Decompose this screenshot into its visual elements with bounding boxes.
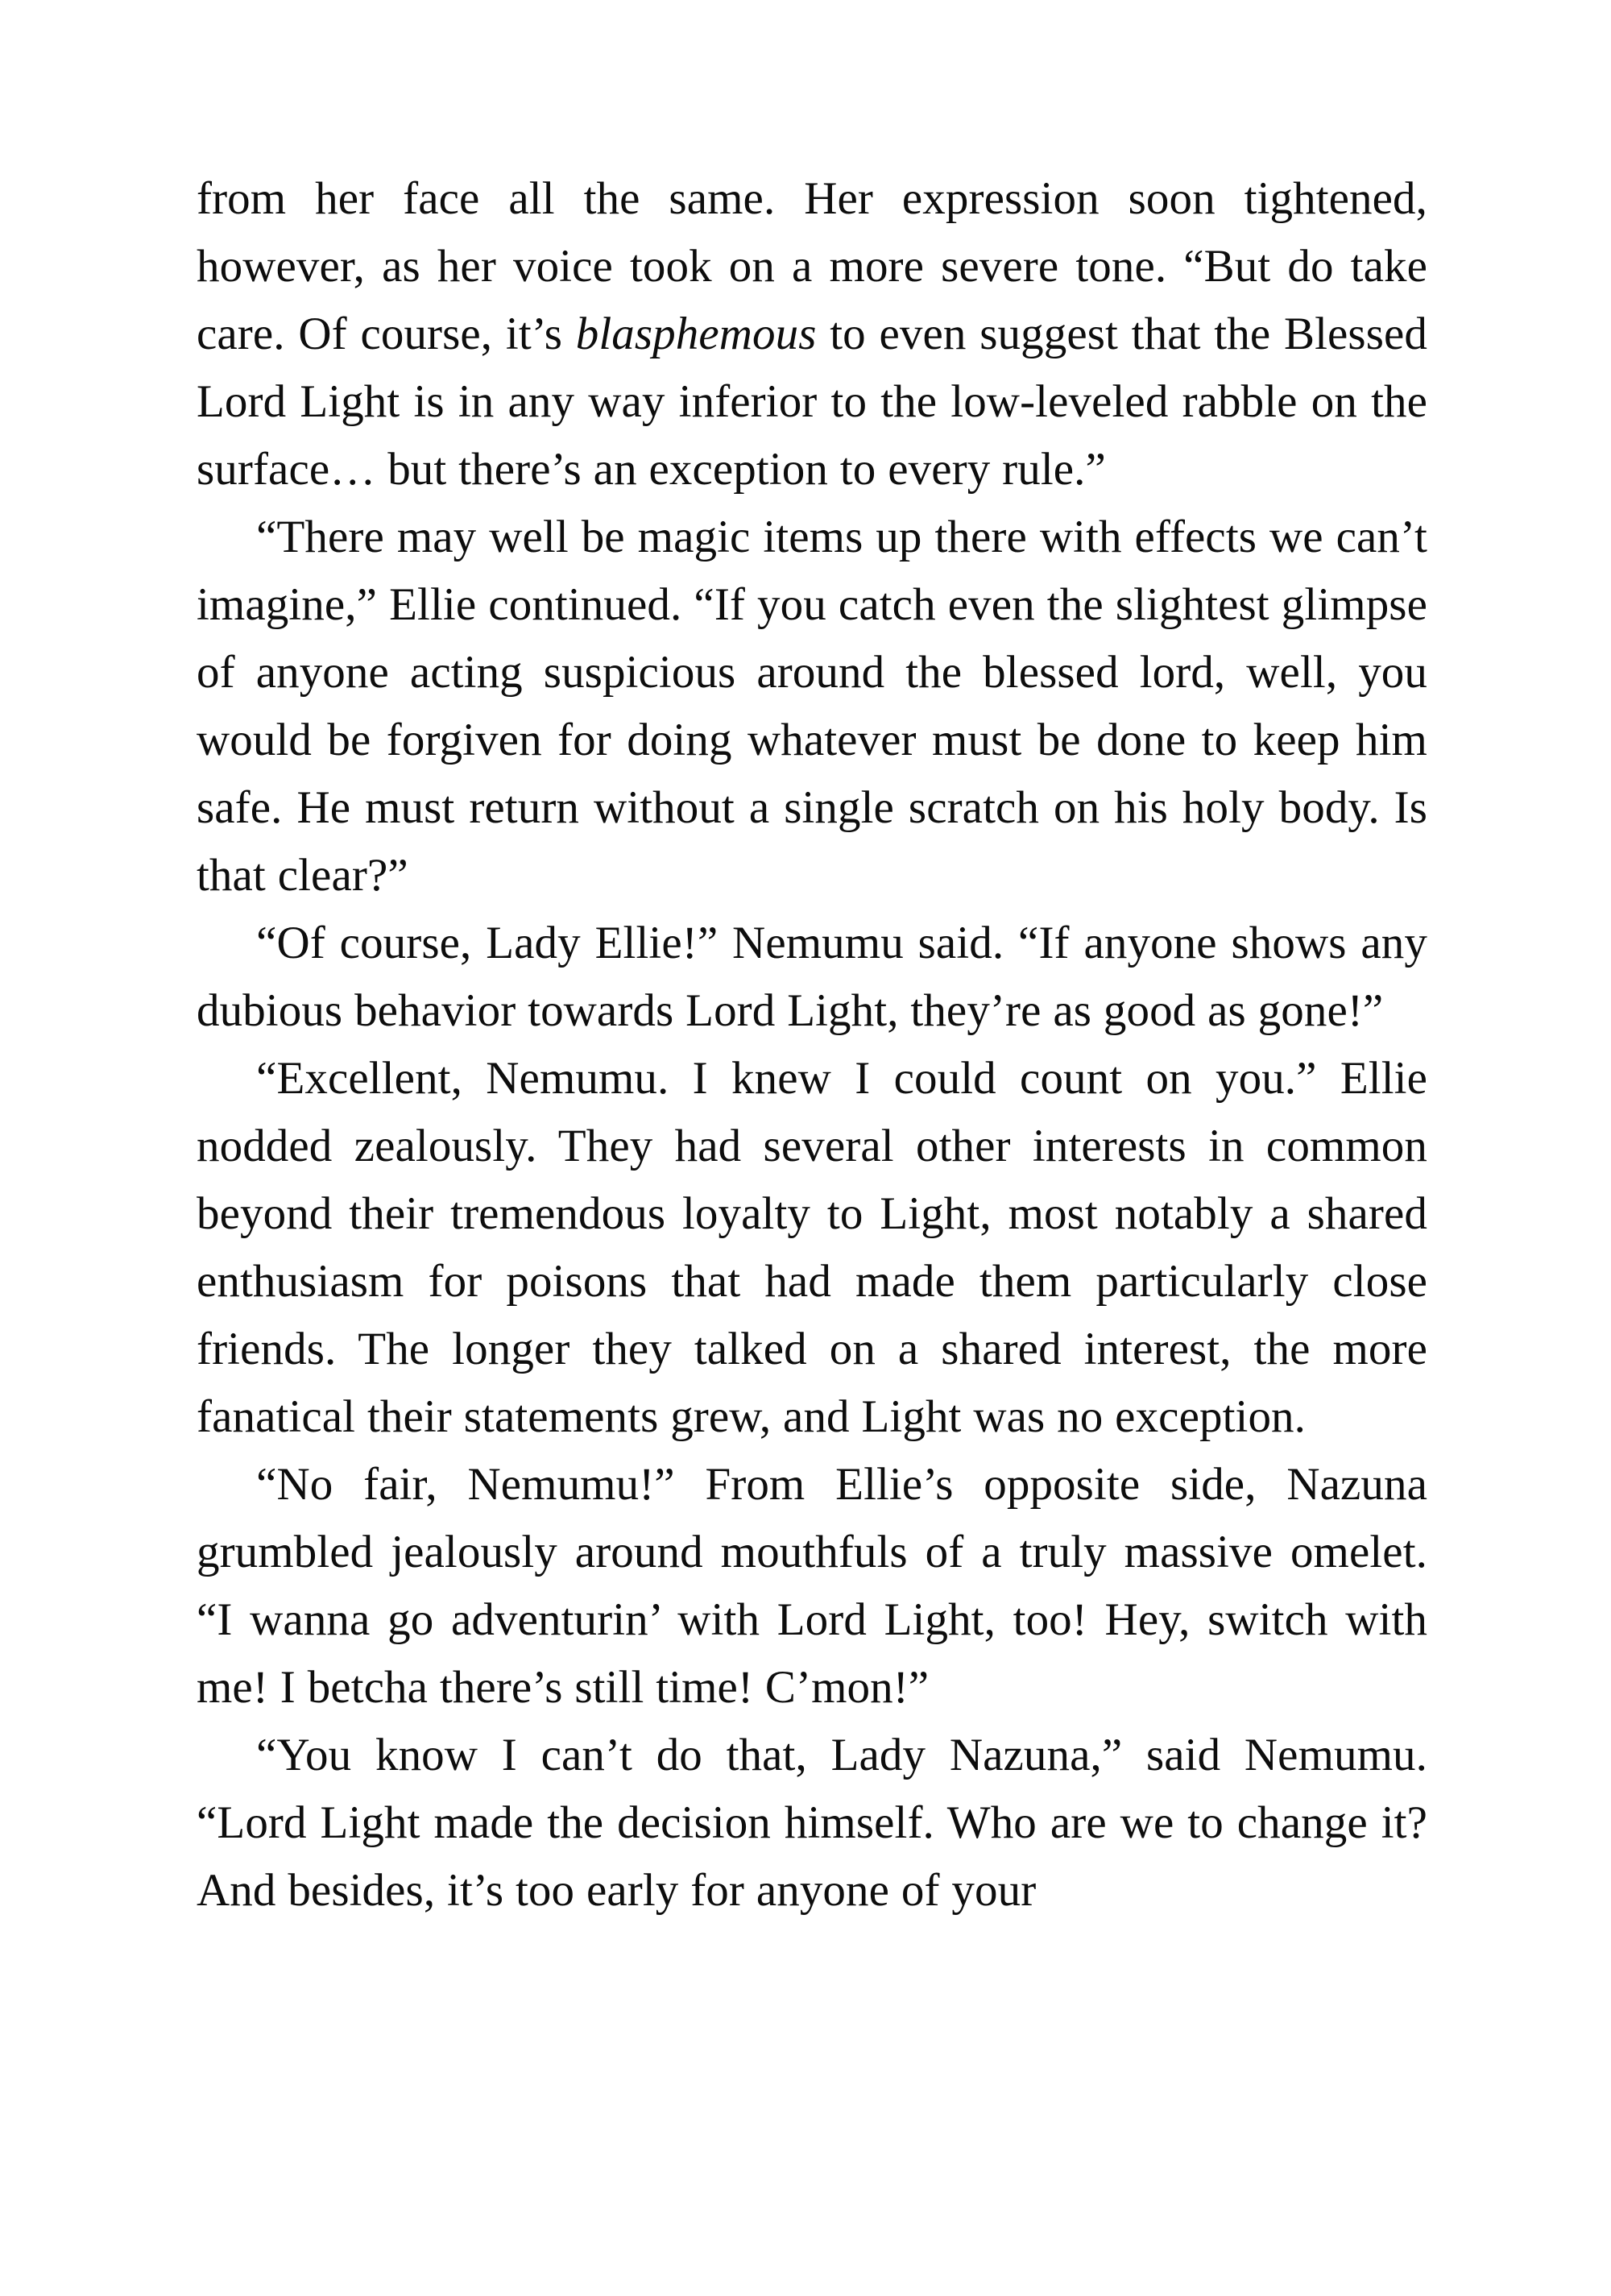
text-run: “There may well be magic items up there with effects we can’t imagine,” Ellie continued. “If you catch even the slightest glimpse of anyone acting suspicious around the blessed lord, well, you would be forgiven for doing whatever must be done to keep him safe. He must return without a single scratch on his holy body. Is that clear?”: [197, 512, 1427, 901]
text-run: to even suggest that the Blessed Lord Light is in any way inferior to the low-leveled rabble on the surface… but there’s an exception to every rule.”: [197, 309, 1427, 495]
text-run: “You know I can’t do that, Lady Nazuna,” said Nemumu. “Lord Light made the decision himself. Who are we to change it? And besides, it’s too early for anyone of your: [197, 1730, 1427, 1916]
paragraph: [197, 1451, 1427, 1722]
text-run: “No fair, Nemumu!” From Ellie’s opposite side, Nazuna grumbled jealously around mouthfuls of a truly massive omelet. “I wanna go adventurin’ with Lord Light, too! Hey, switch with me! I betcha there’s still time! C’mon!”: [197, 1459, 1427, 1713]
paragraph: [197, 504, 1427, 910]
paragraph: [197, 910, 1427, 1045]
text-block: [197, 165, 1427, 1925]
paragraph: [197, 165, 1427, 504]
text-run: “Of course, Lady Ellie!” Nemumu said. “If anyone shows any dubious behavior towards Lord Light, they’re as good as gone!”: [197, 918, 1427, 1036]
paragraph: [197, 1045, 1427, 1451]
italic-text-run: blasphemous: [575, 309, 817, 359]
paragraph: [197, 1722, 1427, 1925]
text-run: from her face all the same. Her expression soon tightened, however, as her voice took on a more severe tone. “But do take care. Of course, it’s: [197, 173, 1427, 359]
text-run: “Excellent, Nemumu. I knew I could count on you.” Ellie nodded zealously. They had several other interests in common beyond their tremendous loyalty to Light, most notably a shared enthusiasm for poisons that had made them particularly close friends. The longer they talked on a shared interest, the more fanatical their statements grew, and Light was no exception.: [197, 1053, 1427, 1442]
